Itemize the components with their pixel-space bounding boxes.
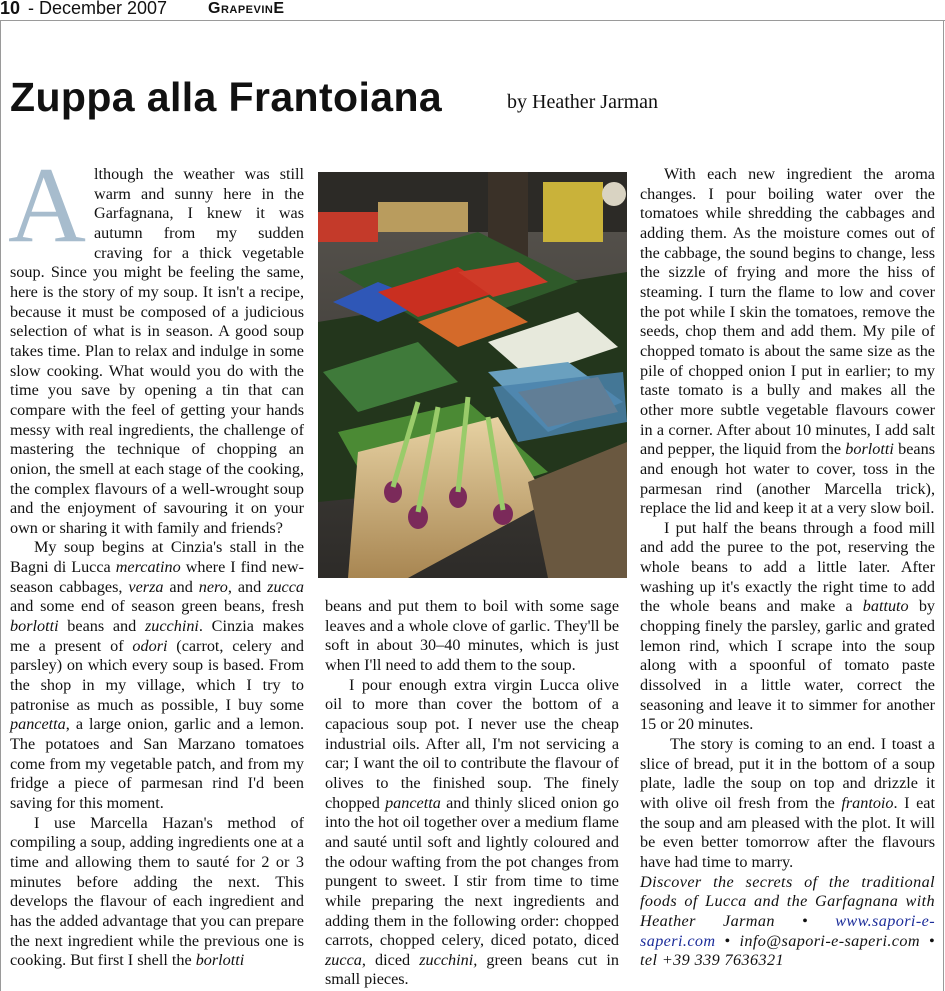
text-run: beans and [58, 617, 145, 636]
market-stall-photo [318, 172, 627, 578]
paragraph [640, 165, 935, 519]
article-byline: by Heather Jarman [507, 91, 659, 113]
italic-term: frantoio [841, 794, 894, 812]
italic-term: borlotti [195, 951, 245, 970]
paragraph [640, 519, 935, 735]
drop-cap: A [8, 146, 86, 265]
italic-term: borlotti [845, 440, 894, 459]
text-run: and thinly sliced onion go into the hot oil together over a medium flame and sauté until soft and lightly coloured and the odour wafting from the pot changes from pungent to sweet. I stir from time to time while preparing the next ingredients and adding them in the following order: chopped carrots, chopped celery, diced potato, diced [325, 793, 619, 950]
italic-term: borlotti [10, 617, 59, 636]
separator: • [919, 931, 936, 950]
italic-term: zucca [325, 950, 362, 969]
text-run: , diced [361, 950, 420, 969]
vegetable-stall-illustration [318, 172, 627, 578]
text-run: green beans cut in small pieces. [325, 950, 619, 989]
paragraph [325, 676, 619, 991]
text-run: and [163, 577, 199, 596]
paragraph [640, 735, 935, 873]
website-link[interactable]: www.sapori-e-saperi.com [640, 911, 935, 950]
left-rule [0, 20, 1, 991]
text-run: I pour enough extra virgin Lucca olive oil to more than cover the bottom of a capacious soup pot. I never use the cheap industrial oils. After all, I'm not servicing a car; I want the oil to contribute the flavour of olives to the finished soup. The finely chopped [325, 675, 619, 812]
column-2 [325, 597, 619, 990]
italic-term: zucchini [144, 617, 199, 636]
paragraph [10, 814, 304, 971]
italic-term: odori [132, 636, 168, 655]
article-title: Zuppa alla Frantoiana [10, 74, 443, 120]
text-run: My soup begins at Cinzia's stall in the Bagni di Lucca [10, 538, 304, 577]
text-run: I use Marcella Hazan's method of compiling a soup, adding ingredients one at a time and allowing them to sauté for 2 or 3 minutes before adding the next. This develops the flavour of each ingredient and has the added advantage that you can prepare the next ingredient while the previous one is cooking. But first I shell the [10, 813, 305, 970]
page-number: 10 [0, 0, 21, 18]
paragraph-text: lthough the weather was still warm and sunny here in the Garfagnana, I knew it was autumn from my sudden craving for a thick vegetable soup. Since you might be feeling the same, here is the story of my soup. It isn't a recipe, because it must be composed of a judicious selection of what is in season. A good soup takes time. Plan to relax and indulge in some slow cooking. What would you do with the time you save by opening a tin that can compare with the feel of getting your hands messy with real ingredients, the challenge of mastering the technique of chopping an onion, the smell at each stage of the cooking, the complex flavours of a well-wrought soup and the enjoyment of savouring it on your own or sharing it with family and friends? [10, 165, 304, 537]
paragraph [8, 146, 304, 538]
text-run: where I find new-season cabbages, [10, 558, 304, 596]
text-run: (carrot, celery and parsley) on which every soup is based. From the shop in my village, which I try to patronise as much as possible, I buy some [10, 636, 304, 714]
text-run: , a large onion, garlic and a lemon. The potatoes and San Marzano tomatoes come from my vegetable patch, and from my fridge a piece of parmesan rind I'd been saving for this moment. [10, 715, 304, 812]
italic-term: , [260, 597, 265, 616]
text-run: The story is coming to an end. I toast a slice of bread, put it in the bottom of a soup plate, ladle the soup on top and drizzle it with olive oil fresh from the [640, 735, 935, 812]
phone-number: tel +39 339 7636321 [640, 951, 784, 970]
column-3 [640, 165, 935, 971]
column-1 [8, 146, 305, 971]
author-contact-note [640, 873, 935, 971]
italic-term: verza [128, 577, 164, 596]
italic-term: zucca [267, 577, 304, 596]
text-run: fresh [264, 597, 305, 616]
text-run: . I eat the soup and am pleased with the plot. It will be even better tomorrow after the flavours have had time to marry. [640, 794, 935, 871]
issue-date: - December 2007 [28, 0, 168, 18]
separator: • [774, 911, 836, 930]
text-run: With each new ingredient the aroma changes. I pour boiling water over the tomatoes while shredding the cabbages and adding them. As the moisture comes out of the cabbage, the sound begins to change, less the sizzle of frying and more the hiss of steaming. I turn the flame to low and cover the pot while I skin the tomatoes, remove the seeds, chop them and add them. My pile of chopped tomato is about the same size as the pile of chopped onion I put in earlier; to my taste tomato is a bully and makes all the other more subtle vegetable flavours cower in a corner. After about 10 minutes, I add salt and pepper, the liquid from the [640, 165, 935, 459]
italic-term: pancetta [385, 793, 441, 812]
text-run: and some end of season green beans [10, 597, 261, 616]
text-run: beans and enough hot water to cover, toss in the parmesan rind (another Marcella trick), replace the lid and keep it at a very slow boil. [640, 440, 935, 518]
text-run: . Cinzia makes me a present of [10, 617, 305, 655]
paragraph [10, 538, 304, 813]
italic-term: nero [198, 577, 228, 596]
right-rule [943, 20, 944, 991]
page-header [0, 0, 330, 20]
italic-term: mercatino [115, 558, 181, 577]
paragraph: beans and put them to boil with some sage leaves and a whole clove of garlic. They'll be soft in about 30–40 minutes, which is just when I'll need to add them to the soup. [325, 597, 619, 674]
italic-term: pancetta [10, 715, 66, 734]
text-run: , and [227, 577, 268, 596]
separator: • [715, 931, 740, 950]
top-rule [0, 20, 945, 21]
text-run: by chopping finely the parsley, garlic and grated lemon rind, which I scrape into the soup along with a spoonful of tomato paste dissolved in a little water, correct the seasoning and leave it to simmer for another 15 or 20 minutes. [640, 597, 936, 734]
publication-name: GrapevinE [208, 0, 285, 17]
text-run: I put half the beans through a food mill and add the puree to the pot, reserving the whole beans to add a little later. After washing up it's exactly the right time to add the whole beans and make a [640, 518, 935, 616]
italic-term: battuto [862, 597, 909, 616]
email-address[interactable]: info@sapori-e-saperi.com [739, 931, 920, 950]
italic-term: zucchini, [419, 950, 478, 969]
promo-text: Discover the secrets of the traditional foods of Lucca and the Garfagnana with Heather Jarman [640, 872, 935, 930]
